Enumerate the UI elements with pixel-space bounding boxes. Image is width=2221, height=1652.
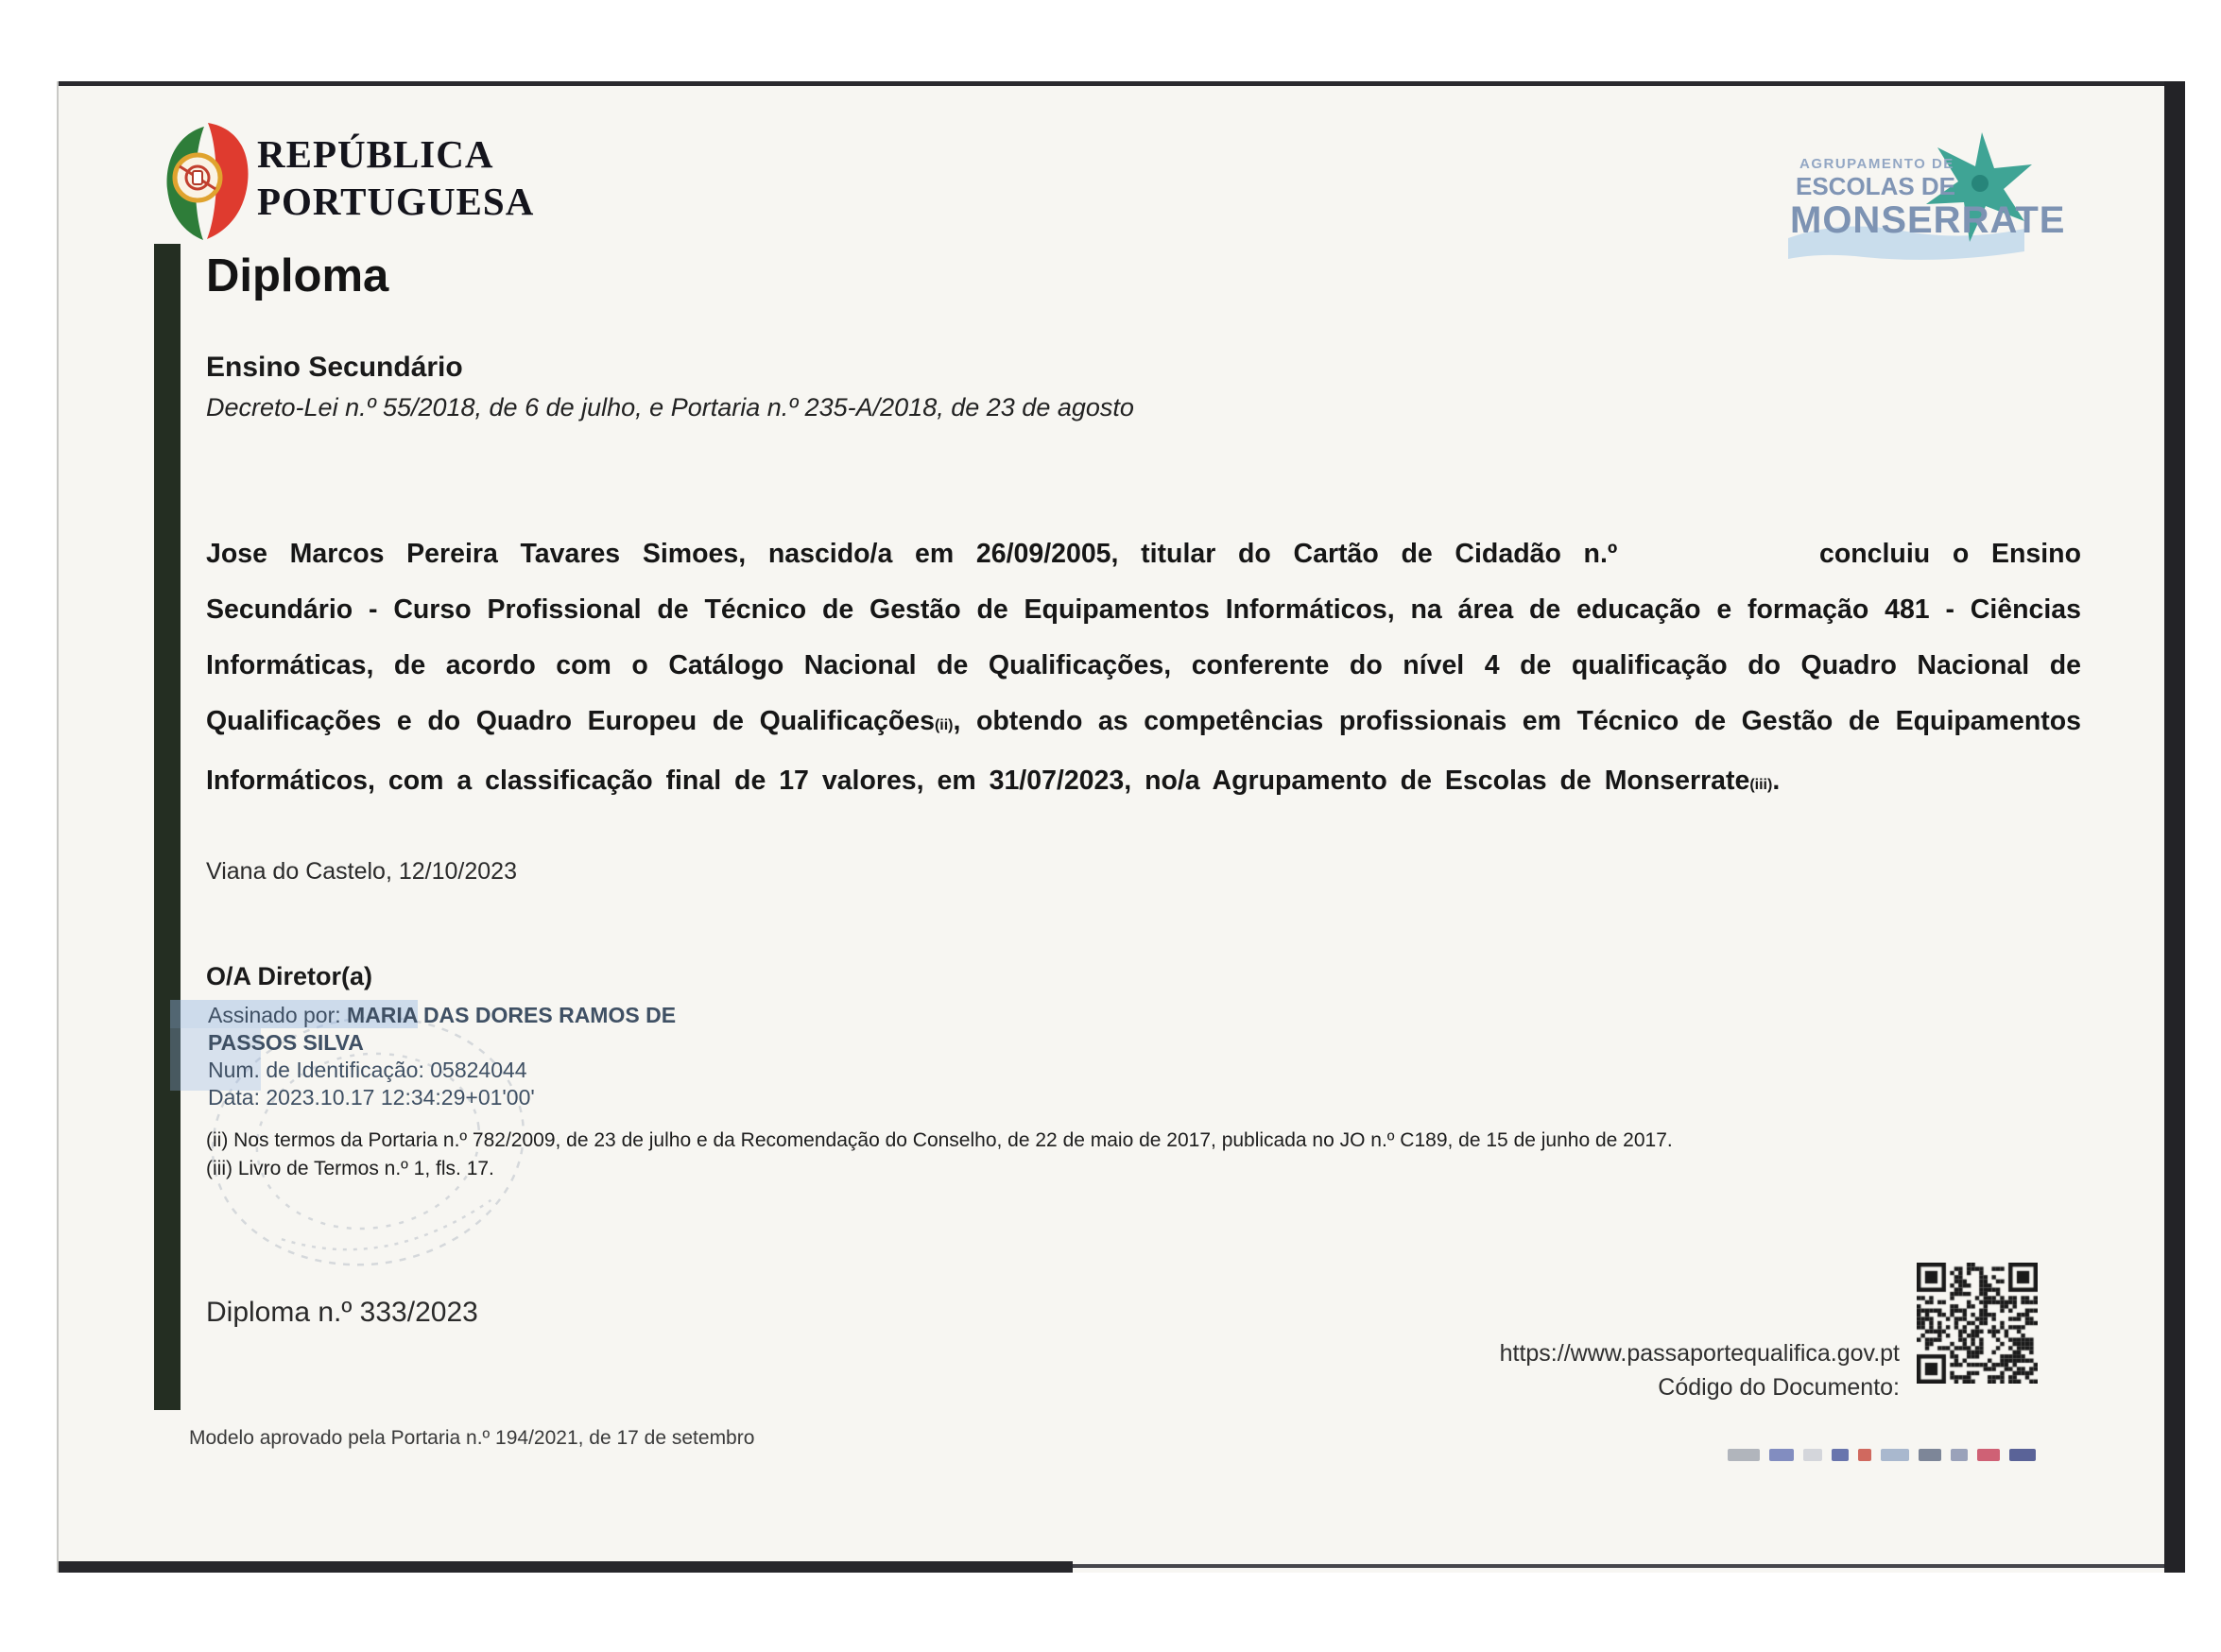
partner-logo-icon — [1951, 1449, 1968, 1461]
signed-by-label: Assinado por: — [208, 1003, 341, 1027]
signature-date: Data: 2023.10.17 12:34:29+01'00' — [208, 1085, 535, 1110]
scan-edge-top — [57, 81, 2172, 86]
school-logo-line2: ESCOLAS DE — [1796, 172, 1956, 200]
body-text-1: Jose Marcos Pereira Tavares Simoes, nascido/a em 26/09/2005, titular do Cartão de Cidadão n.º — [206, 538, 1618, 569]
footnote-ii: (ii) Nos termos da Portaria n.º 782/2009, de 23 de julho e da Recomendação do Conselho, de 22 de maio de 2017, publicada no JO n.º C189, de 15 de junho de 2017. — [206, 1129, 1673, 1151]
school-logo — [1788, 127, 2081, 292]
partner-logos — [1728, 1446, 2087, 1463]
document-code-label: Código do Documento: — [1658, 1374, 1900, 1401]
partner-logo-icon — [1977, 1449, 2000, 1461]
body-paragraph — [206, 526, 2081, 813]
redacted-id-gap — [1617, 561, 1797, 562]
scan-edge-right — [2164, 81, 2185, 1573]
body-text-3: , obtendo as competências profissionais em Técnico de Gestão de Equipamentos Informáticos, com a classificação final de 17 valores, em 31/07/2023, no/a Agrupamento de Escolas de Monserrate — [206, 705, 2081, 796]
subtitle: Ensino Secundário — [206, 352, 463, 383]
footnotes — [206, 1127, 1673, 1183]
footnote-marker-ii: (ii) — [934, 716, 954, 733]
school-logo-line1: AGRUPAMENTO DE — [1799, 156, 1954, 172]
school-logo-line3: MONSERRATE — [1790, 199, 2066, 241]
republic-emblem-icon — [159, 119, 253, 249]
model-approval-note: Modelo aprovado pela Portaria n.º 194/2021, de 17 de setembro — [189, 1427, 755, 1449]
partner-logo-icon — [1803, 1449, 1822, 1461]
signer-name-line2: PASSOS SILVA — [208, 1030, 364, 1055]
scan-edge-bottom-thin — [1073, 1564, 2164, 1568]
body-text-2: concluiu o Ensino Secundário - Curso Profissional de Técnico de Gestão de Equipamentos Informáticos, na área de educação e formação 481 - Ciências Informáticas, de acordo com o Catálogo Nacional de Qualificações, conferente do nível 4 de qualificação do Quadro Nacional de Qualificações e do Quadro Europeu de Qualificações — [206, 538, 2081, 736]
director-label: O/A Diretor(a) — [206, 962, 373, 990]
scan-edge-left — [57, 81, 59, 1573]
scan-edge-bottom — [57, 1561, 1073, 1573]
partner-logo-icon — [1919, 1449, 1941, 1461]
signer-name-line1: MARIA DAS DORES RAMOS DE — [347, 1003, 677, 1027]
signer-id: Num. de Identificação: 05824044 — [208, 1058, 527, 1082]
partner-logo-icon — [1881, 1449, 1909, 1461]
republic-wordmark-line1: REPÚBLICA — [257, 132, 494, 176]
body-text-4: . — [1772, 765, 1781, 796]
verification-block — [1238, 1336, 1900, 1404]
legal-reference: Decreto-Lei n.º 55/2018, de 6 de julho, e Portaria n.º 235-A/2018, de 23 de agosto — [206, 393, 1134, 422]
page-title: Diploma — [206, 250, 389, 301]
partner-logo-icon — [1832, 1449, 1849, 1461]
republic-wordmark-line2: PORTUGUESA — [257, 180, 535, 223]
partner-logo-icon — [1728, 1449, 1760, 1461]
place-date: Viana do Castelo, 12/10/2023 — [206, 858, 517, 885]
diploma-number: Diploma n.º 333/2023 — [206, 1297, 478, 1328]
footnote-iii: (iii) Livro de Termos n.º 1, fls. 17. — [206, 1158, 494, 1179]
partner-logo-icon — [2009, 1449, 2036, 1461]
accent-bar — [154, 244, 181, 1410]
partner-logo-icon — [1858, 1449, 1871, 1461]
partner-logo-icon — [1769, 1449, 1794, 1461]
signature-block — [208, 1002, 676, 1111]
footnote-marker-iii: (iii) — [1749, 776, 1773, 793]
qr-code — [1917, 1263, 2038, 1384]
verification-url: https://www.passaportequalifica.gov.pt — [1499, 1340, 1900, 1367]
scanned-diploma-page — [57, 81, 2185, 1573]
republic-wordmark — [257, 130, 534, 225]
